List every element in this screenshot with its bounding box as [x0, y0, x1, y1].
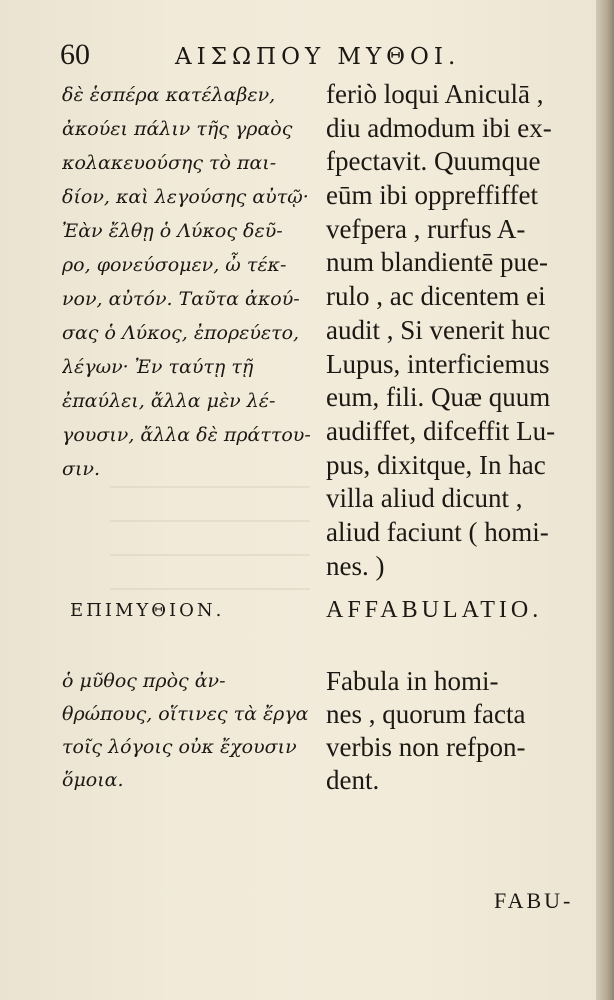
latin-fable-column [326, 78, 576, 583]
latin-line: eum, fili. Quæ quum [326, 382, 551, 413]
latin-line: Lupus, interficiemus [326, 348, 550, 379]
greek-moral-line: ὁ μῦθος πρὸς ἀν- [62, 670, 226, 692]
greek-line: δὲ ἑσπέρα κατέλαβεν, [62, 84, 276, 106]
latin-moral-column [326, 665, 576, 797]
latin-moral-line: Fabula in homi- [326, 666, 499, 696]
latin-line: audit , Si venerit huc [326, 314, 551, 345]
latin-line: aliud faciunt ( homi- [326, 516, 549, 547]
greek-moral-heading: ΕΠΙΜΥΘΙΟΝ. [70, 600, 225, 621]
greek-moral-line: τοῖς λόγοις οὐκ ἔχουσιν [62, 736, 297, 758]
greek-moral-line: θρώπους, οἵτινες τὰ ἔργα [62, 703, 309, 725]
latin-moral-line: dent. [326, 765, 380, 795]
greek-line: δίον, καὶ λεγούσης αὐτῷ· [62, 186, 309, 208]
latin-line: diu admodum ibi ex- [326, 112, 552, 143]
show-through-text [110, 480, 310, 590]
latin-line: nes. ) [326, 550, 385, 581]
latin-line: audiffet, difceffit Lu- [326, 415, 556, 446]
latin-line: fpectavit. Quumque [326, 146, 541, 177]
greek-line: σιν. [62, 458, 101, 480]
latin-line: eūm ibi oppreffiffet [326, 180, 538, 211]
latin-moral-line: verbis non refpon- [326, 732, 526, 762]
greek-line: ἐπαύλει, ἄλλα μὲν λέ- [62, 390, 276, 412]
catchword: FABU- [494, 888, 574, 913]
page-header [60, 38, 580, 78]
greek-line: λέγων· Ἐν ταύτῃ τῇ [62, 356, 254, 378]
page-fore-edge [596, 0, 614, 1000]
latin-line: vefpera , rurfus A- [326, 213, 526, 244]
greek-line: σας ὁ Λύκος, ἐπορεύετο, [62, 322, 300, 344]
greek-line: κολακευούσης τὸ παι- [62, 152, 277, 174]
greek-line: γουσιν, ἄλλα δὲ πράττου- [62, 424, 311, 446]
latin-line: villa aliud dicunt , [326, 483, 523, 514]
latin-line: pus, dixitque, In hac [326, 449, 546, 480]
greek-line: ἀκούει πάλιν τῆς γραὸς [62, 118, 293, 140]
latin-moral-line: nes , quorum facta [326, 699, 526, 729]
page-number: 60 [60, 38, 90, 71]
greek-line: Ἐὰν ἔλθῃ ὁ Λύκος δεῦ- [62, 220, 283, 242]
greek-fable-column [62, 78, 324, 486]
latin-line: feriò loqui Aniculā , [326, 79, 544, 109]
latin-moral-heading: AFFABULATIO. [326, 597, 543, 623]
latin-line: num blandientē pue- [326, 247, 548, 278]
greek-moral-column [62, 665, 324, 797]
running-head: ΑΙΣΩΠΟΥ ΜΥΘΟΙ. [175, 44, 461, 70]
greek-line: ρο, φονεύσομεν, ὦ τέκ- [62, 254, 287, 276]
greek-line: νον, αὐτόν. Ταῦτα ἀκού- [62, 288, 300, 310]
latin-line: rulo , ac dicentem ei [326, 281, 546, 312]
greek-moral-line: ὅμοια. [62, 769, 124, 791]
